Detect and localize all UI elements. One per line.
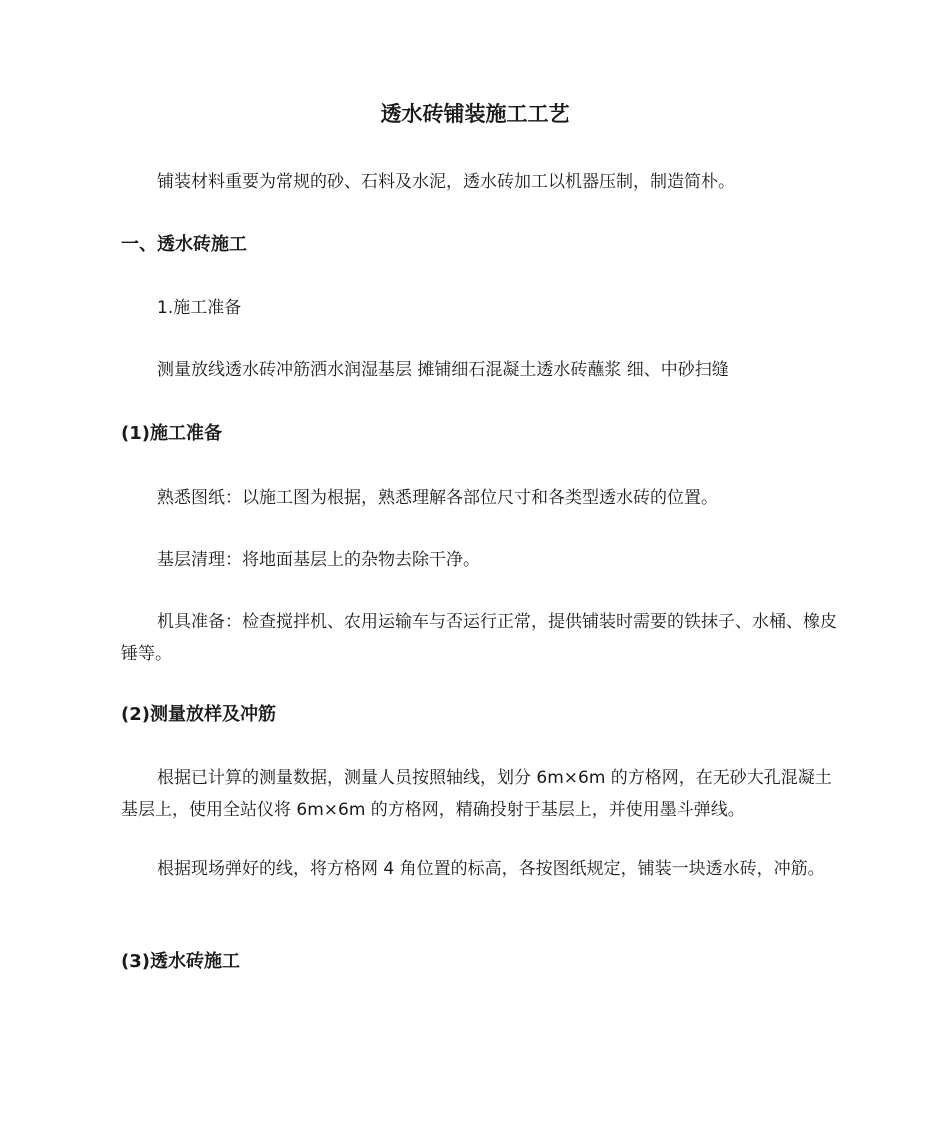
paragraph-equipment: 机具准备：检查搅拌机、农用运输车与否运行正常，提供铺装时需要的铁抹子、水桶、橡皮锤等。 [121,612,837,664]
document-title: 透水砖铺装施工工艺 [380,102,570,126]
paragraph-grid-corners: 根据现场弹好的线，将方格网 4 角位置的标高，各按图纸规定，铺装一块透水砖，冲筋。 [157,859,825,879]
intro-paragraph: 铺装材料重要为常规的砂、石料及水泥，透水砖加工以机器压制，制造简朴。 [157,172,735,192]
paragraph-survey: 根据已计算的测量数据，测量人员按照轴线，划分 6m×6m 的方格网，在无砂大孔混凝土基层上，使用全站仪将 6m×6m 的方格网，精确投射于基层上，并使用墨斗弹线。 [121,768,832,820]
subsection-heading-3: (3)透水砖施工 [121,951,240,972]
subsection-heading-1: (1)施工准备 [121,423,222,444]
process-flow-text: 测量放线透水砖冲筋洒水润湿基层 摊铺细石混凝土透水砖蘸浆 细、中砂扫缝 [157,360,729,380]
section-heading-1: 一、透水砖施工 [121,234,247,255]
step-label-1: 1.施工准备 [157,298,242,318]
paragraph-base-cleaning: 基层清理：将地面基层上的杂物去除干净。 [157,550,480,570]
subsection-heading-2: (2)测量放样及冲筋 [121,704,276,725]
paragraph-drawings: 熟悉图纸：以施工图为根据，熟悉理解各部位尺寸和各类型透水砖的位置。 [157,488,718,508]
